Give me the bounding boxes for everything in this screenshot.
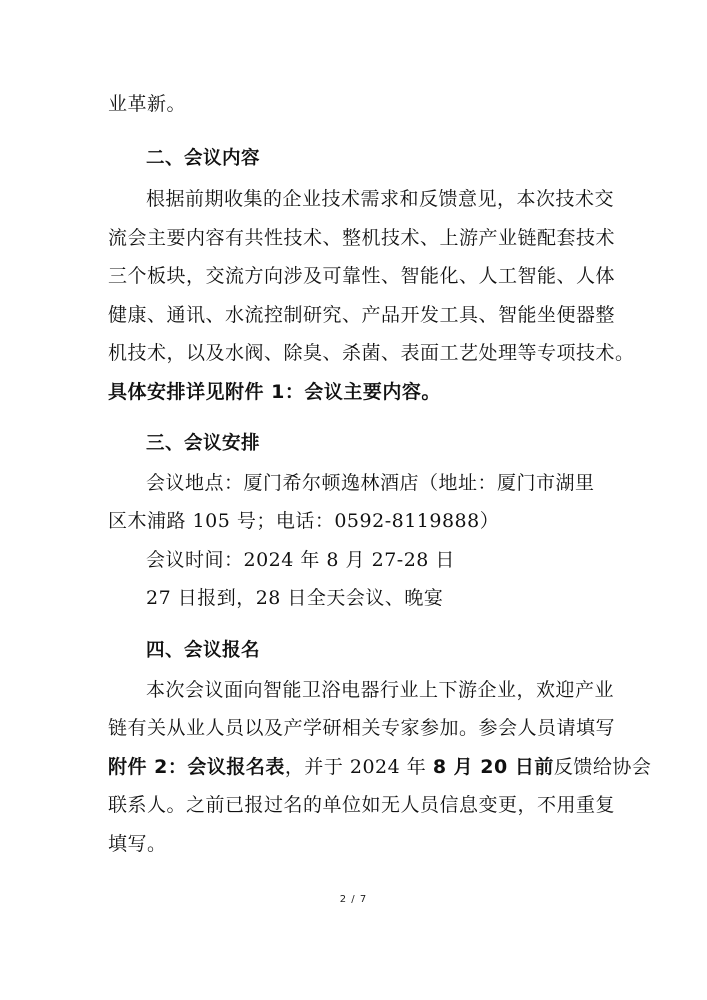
paragraph-line-mixed <box>108 755 651 779</box>
paragraph-line: 填写。 <box>108 833 167 855</box>
paragraph-line: 机技术，以及水阀、除臭、杀菌、表面工艺处理等专项技术。 <box>108 342 635 364</box>
section-heading-meeting-content: 二、会议内容 <box>146 148 261 169</box>
paragraph-line: 根据前期收集的企业技术需求和反馈意见，本次技术交 <box>146 188 615 210</box>
paragraph-line: 会议地点：厦门希尔顿逸林酒店（地址：厦门市湖里 <box>146 472 595 494</box>
paragraph-line: 联系人。之前已报过名的单位如无人员信息变更，不用重复 <box>108 794 616 816</box>
paragraph-line: 健康、通讯、水流控制研究、产品开发工具、智能坐便器整 <box>108 304 616 326</box>
section-heading-registration: 四、会议报名 <box>146 640 261 661</box>
paragraph-line: 27 日报到，28 日全天会议、晚宴 <box>146 587 444 609</box>
text-run: 反馈给协会 <box>553 756 652 778</box>
paragraph-line: 业革新。 <box>108 93 187 115</box>
paragraph-line: 三个板块，交流方向涉及可靠性、智能化、人工智能、人体 <box>108 265 616 287</box>
paragraph-line: 区木浦路 105 号；电话：0592-8119888） <box>108 510 500 532</box>
deadline-date: 8 月 20 日前 <box>432 756 554 778</box>
paragraph-line: 会议时间：2024 年 8 月 27-28 日 <box>146 549 455 571</box>
paragraph-line: 链有关从业人员以及产学研相关专家参加。参会人员请填写 <box>108 717 616 739</box>
section-heading-meeting-arrangement: 三、会议安排 <box>146 433 261 454</box>
paragraph-line-bold: 具体安排详见附件 1：会议主要内容。 <box>108 381 441 403</box>
attachment-reference: 附件 2：会议报名表 <box>108 756 285 778</box>
paragraph-line: 本次会议面向智能卫浴电器行业上下游企业，欢迎产业 <box>146 679 615 701</box>
page-number: 2 / 7 <box>339 894 368 905</box>
text-run: ，并于 2024 年 <box>284 756 433 778</box>
paragraph-line: 流会主要内容有共性技术、整机技术、上游产业链配套技术 <box>108 227 616 249</box>
